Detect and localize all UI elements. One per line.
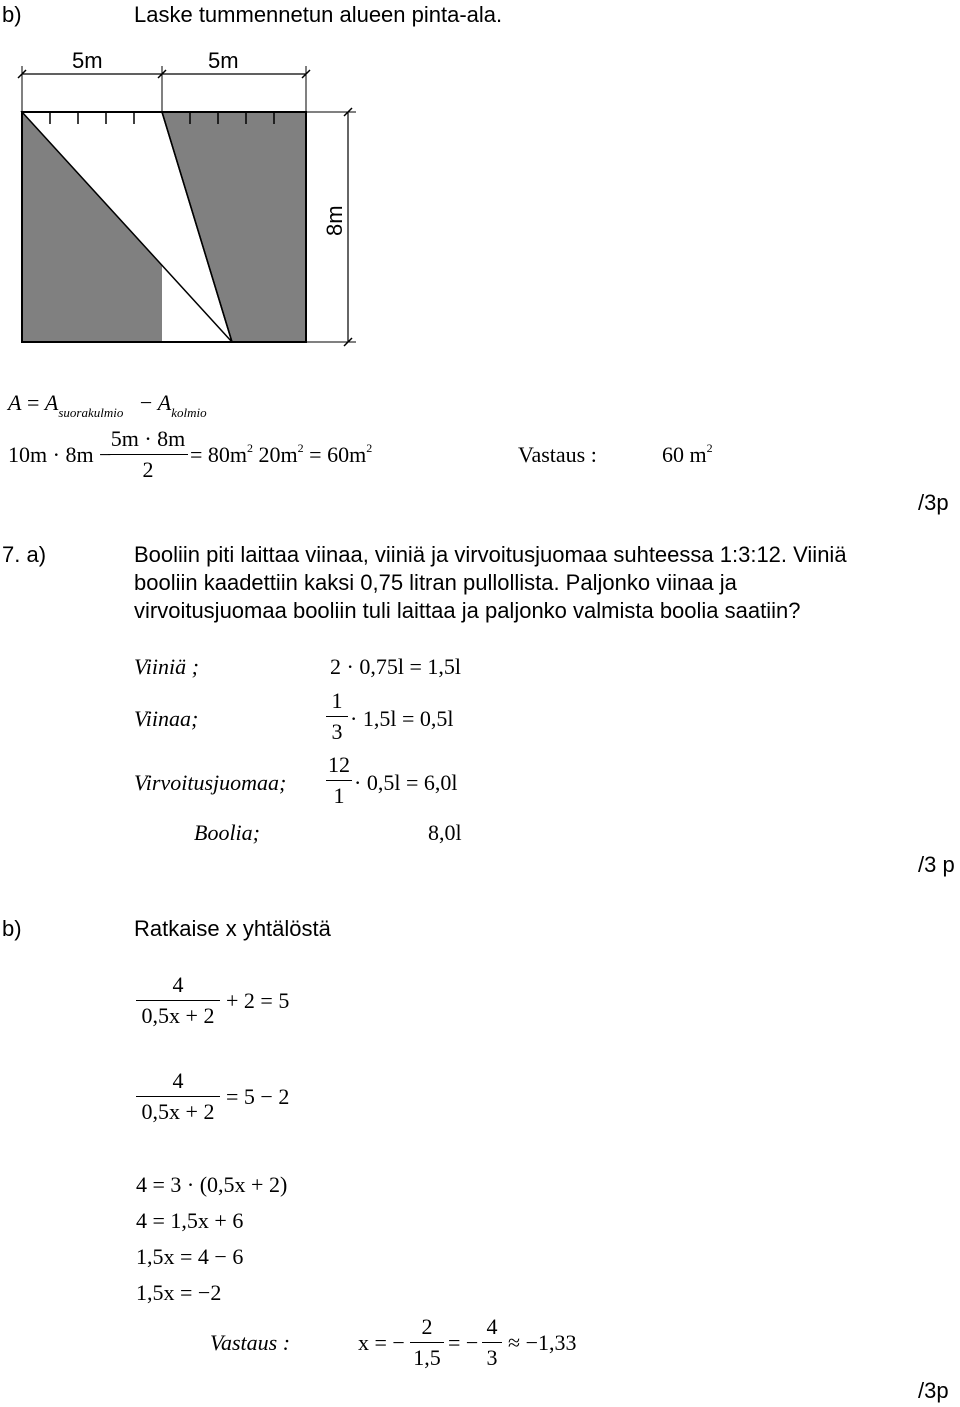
step3: 1,5x = 4 − 6 (136, 1244, 244, 1269)
row1-label: Viiniä ; (134, 654, 199, 679)
eq1-fraction: 4 0,5x + 2 (136, 972, 220, 1029)
part-b2-question: Ratkaise x yhtälöstä (134, 916, 331, 941)
final-answer-fraction1: 2 1,5 (410, 1314, 444, 1371)
row2-expr: · 1,5l = 0,5l (350, 706, 454, 731)
shaded-area-figure (0, 30, 960, 390)
row3-expr: · 0,5l = 6,0l (354, 770, 458, 795)
final-answer-x: x = − (358, 1330, 405, 1355)
q7a-text-line2: booliin kaadettiin kaksi 0,75 litran pullollista. Paljonko viinaa ja (134, 570, 737, 595)
area-calc-result: = $80m^2$ $20m^2 = 60m^2$ (190, 441, 373, 467)
final-answer-approx: ≈ −1,33 (508, 1330, 577, 1355)
q7a-label: 7. a) (2, 542, 47, 567)
step4: 1,5x = −2 (136, 1280, 222, 1305)
q7a-text-line1: Booliin piti laittaa viinaa, viiniä ja virvoitusjuomaa suhteessa 1:3:12. Viiniä (134, 542, 847, 567)
final-answer-fraction2: 4 3 (482, 1314, 502, 1371)
step1: 4 = 3 · (0,5x + 2) (136, 1172, 288, 1197)
eq1-rest: + 2 = 5 (226, 988, 290, 1013)
dim-label-height: 8m (322, 205, 347, 236)
points-b1: /3p (918, 490, 949, 515)
part-b2-label: b) (2, 916, 22, 941)
row4-label: Boolia; (194, 820, 260, 845)
dim-label-right: 5m (208, 48, 239, 73)
row3-label: Virvoitusjuomaa; (134, 770, 287, 795)
row2-fraction: 1 3 (326, 688, 348, 745)
area-calc-fraction: 5m · 8m 2 (108, 426, 188, 483)
area-formula: $A = A_{suorakulmio}$ − $A_{kolmio}$ (8, 390, 207, 420)
row4-expr: 8,0l (428, 820, 462, 845)
part-b-label: b) (2, 2, 22, 27)
points-b2: /3p (918, 1378, 949, 1403)
row1-expr: 2 · 0,75l = 1,5l (330, 654, 461, 679)
area-answer-label: Vastaus : (518, 442, 597, 467)
part-b-question: Laske tummennetun alueen pinta-ala. (134, 2, 503, 27)
dim-label-left: 5m (72, 48, 103, 73)
row2-label: Viinaa; (134, 706, 199, 731)
eq2-fraction: 4 0,5x + 2 (136, 1068, 220, 1125)
final-answer-label: Vastaus : (210, 1330, 291, 1355)
final-answer-eq: = − (448, 1330, 479, 1355)
points-7a: /3 p (918, 852, 955, 877)
area-answer-value: 60 $m^2$ (662, 441, 713, 467)
area-calc-start: 10m · 8m − (8, 442, 112, 467)
eq2-rest: = 5 − 2 (226, 1084, 290, 1109)
q7a-text-line3: virvoitusjuomaa booliin tuli laittaa ja paljonko valmista boolia saatiin? (134, 598, 801, 623)
step2: 4 = 1,5x + 6 (136, 1208, 244, 1233)
row3-fraction: 12 1 (328, 752, 350, 808)
